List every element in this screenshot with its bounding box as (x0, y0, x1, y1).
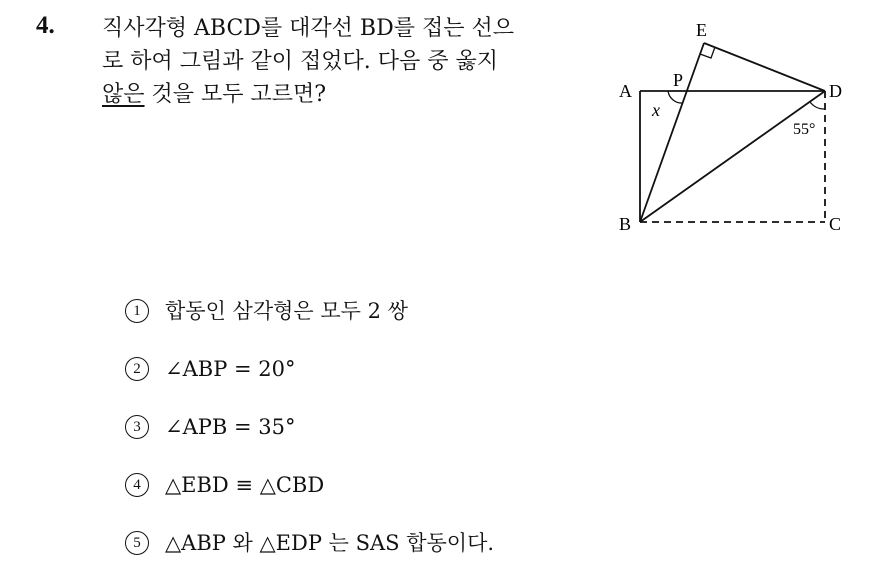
folded-rectangle-figure (610, 16, 850, 246)
label-p: P (673, 70, 684, 90)
choice-1-text: 합동인 삼각형은 모두 2 쌍 (165, 299, 408, 323)
stem-line-2: 로 하여 그림과 같이 접었다. 다음 중 옳지 (102, 49, 498, 74)
diagonal-bd (640, 91, 825, 222)
stem-line-1: 직사각형 ABCD를 대각선 BD를 접는 선으 (102, 16, 514, 41)
label-d: D (829, 81, 842, 101)
choice-4-number: 4 (125, 473, 149, 497)
angle-x-arc (668, 91, 683, 103)
choice-5-number: 5 (125, 531, 149, 555)
question-stem (102, 12, 602, 111)
choice-2-number: 2 (125, 357, 149, 381)
choice-5[interactable] (125, 528, 494, 586)
choice-3-number: 3 (125, 415, 149, 439)
label-b: B (619, 214, 632, 234)
question-number: 4. (36, 12, 55, 39)
answer-choices (125, 296, 494, 586)
fold-edge-ed (704, 43, 825, 91)
choice-2-text: ∠ABP = 20° (165, 357, 296, 381)
choice-3-text: ∠APB = 35° (165, 415, 296, 439)
label-a: A (619, 81, 632, 101)
label-55-degree: 55° (793, 121, 816, 138)
choice-4-text: △EBD ≡ △CBD (165, 473, 325, 497)
label-e: E (696, 20, 707, 40)
fold-edge-be (640, 43, 704, 222)
choice-4[interactable] (125, 470, 494, 528)
choice-5-text: △ABP 와 △EDP 는 SAS 합동이다. (165, 531, 495, 555)
choice-3[interactable] (125, 412, 494, 470)
choice-1-number: 1 (125, 299, 149, 323)
stem-line-3-rest: 것을 모두 고르면? (144, 82, 327, 107)
label-c: C (829, 214, 842, 234)
stem-line-3 (102, 78, 602, 111)
angle-55-arc (810, 102, 825, 109)
choice-2[interactable] (125, 354, 494, 412)
stem-underlined-word: 않은 (102, 82, 145, 107)
choice-1[interactable] (125, 296, 494, 354)
label-x: x (652, 100, 660, 120)
